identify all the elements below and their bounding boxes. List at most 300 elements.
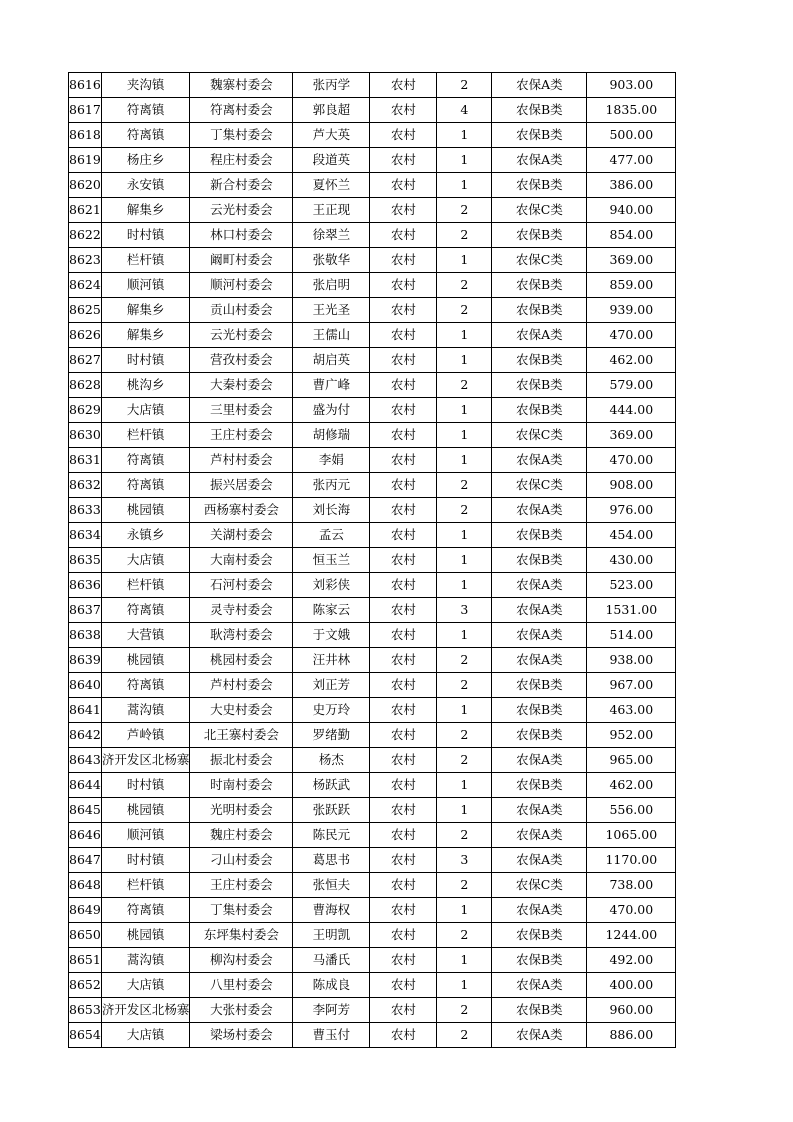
table-row — [69, 823, 676, 848]
cell-town: 大店镇 — [101, 1023, 190, 1048]
cell-village: 东坪集村委会 — [190, 923, 293, 948]
cell-count: 2 — [437, 373, 492, 398]
cell-village: 桃园村委会 — [190, 648, 293, 673]
cell-category: 农保B类 — [492, 698, 587, 723]
cell-name: 夏怀兰 — [293, 173, 370, 198]
cell-town: 桃园镇 — [101, 648, 190, 673]
cell-type: 农村 — [370, 298, 437, 323]
cell-name: 张启明 — [293, 273, 370, 298]
table-row — [69, 848, 676, 873]
cell-id: 8616 — [69, 73, 102, 98]
cell-amount: 1531.00 — [587, 598, 676, 623]
cell-town: 蒿沟镇 — [101, 698, 190, 723]
cell-name: 马潘氏 — [293, 948, 370, 973]
cell-count: 1 — [437, 448, 492, 473]
cell-amount: 859.00 — [587, 273, 676, 298]
cell-id: 8631 — [69, 448, 102, 473]
table-row — [69, 523, 676, 548]
cell-type: 农村 — [370, 1023, 437, 1048]
table-row — [69, 223, 676, 248]
cell-type: 农村 — [370, 223, 437, 248]
cell-count: 1 — [437, 148, 492, 173]
cell-category: 农保A类 — [492, 448, 587, 473]
cell-village: 魏庄村委会 — [190, 823, 293, 848]
cell-amount: 463.00 — [587, 698, 676, 723]
cell-name: 张敬华 — [293, 248, 370, 273]
cell-id: 8651 — [69, 948, 102, 973]
cell-id: 8642 — [69, 723, 102, 748]
cell-name: 杨杰 — [293, 748, 370, 773]
table-row — [69, 73, 676, 98]
cell-village: 魏寨村委会 — [190, 73, 293, 98]
cell-category: 农保A类 — [492, 573, 587, 598]
cell-count: 1 — [437, 773, 492, 798]
table-row — [69, 323, 676, 348]
cell-category: 农保A类 — [492, 148, 587, 173]
cell-type: 农村 — [370, 423, 437, 448]
cell-category: 农保C类 — [492, 873, 587, 898]
cell-id: 8618 — [69, 123, 102, 148]
cell-category: 农保B类 — [492, 948, 587, 973]
cell-town: 永安镇 — [101, 173, 190, 198]
cell-name: 王明凯 — [293, 923, 370, 948]
cell-amount: 477.00 — [587, 148, 676, 173]
cell-town: 时村镇 — [101, 773, 190, 798]
cell-id: 8637 — [69, 598, 102, 623]
cell-id: 8620 — [69, 173, 102, 198]
cell-category: 农保B类 — [492, 398, 587, 423]
cell-count: 2 — [437, 498, 492, 523]
cell-category: 农保B类 — [492, 123, 587, 148]
cell-name: 李阿芳 — [293, 998, 370, 1023]
cell-town: 桃沟乡 — [101, 373, 190, 398]
cell-type: 农村 — [370, 73, 437, 98]
cell-name: 杨跃武 — [293, 773, 370, 798]
cell-town: 桃园镇 — [101, 923, 190, 948]
cell-count: 2 — [437, 223, 492, 248]
cell-type: 农村 — [370, 798, 437, 823]
cell-count: 4 — [437, 98, 492, 123]
cell-name: 王儒山 — [293, 323, 370, 348]
cell-amount: 1065.00 — [587, 823, 676, 848]
cell-type: 农村 — [370, 148, 437, 173]
cell-count: 1 — [437, 798, 492, 823]
cell-count: 1 — [437, 548, 492, 573]
cell-amount: 462.00 — [587, 348, 676, 373]
cell-village: 丁集村委会 — [190, 123, 293, 148]
table-row — [69, 723, 676, 748]
table-row — [69, 623, 676, 648]
cell-category: 农保A类 — [492, 323, 587, 348]
cell-amount: 952.00 — [587, 723, 676, 748]
cell-id: 8628 — [69, 373, 102, 398]
cell-name: 王正现 — [293, 198, 370, 223]
cell-type: 农村 — [370, 348, 437, 373]
cell-name: 陈成良 — [293, 973, 370, 998]
table-row — [69, 648, 676, 673]
cell-name: 刘彩侠 — [293, 573, 370, 598]
cell-village: 柳沟村委会 — [190, 948, 293, 973]
cell-type: 农村 — [370, 823, 437, 848]
cell-type: 农村 — [370, 448, 437, 473]
cell-id: 8645 — [69, 798, 102, 823]
cell-village: 刁山村委会 — [190, 848, 293, 873]
table-row — [69, 148, 676, 173]
cell-name: 曹广峰 — [293, 373, 370, 398]
cell-village: 振北村委会 — [190, 748, 293, 773]
cell-count: 1 — [437, 698, 492, 723]
cell-id: 8653 — [69, 998, 102, 1023]
cell-type: 农村 — [370, 523, 437, 548]
cell-type: 农村 — [370, 748, 437, 773]
cell-amount: 738.00 — [587, 873, 676, 898]
cell-category: 农保B类 — [492, 723, 587, 748]
cell-name: 葛思书 — [293, 848, 370, 873]
cell-amount: 1244.00 — [587, 923, 676, 948]
cell-id: 8630 — [69, 423, 102, 448]
cell-type: 农村 — [370, 373, 437, 398]
cell-category: 农保B类 — [492, 548, 587, 573]
table-row — [69, 598, 676, 623]
cell-count: 3 — [437, 598, 492, 623]
cell-village: 梁场村委会 — [190, 1023, 293, 1048]
cell-village: 云光村委会 — [190, 323, 293, 348]
cell-amount: 908.00 — [587, 473, 676, 498]
cell-category: 农保B类 — [492, 223, 587, 248]
cell-category: 农保B类 — [492, 173, 587, 198]
cell-amount: 965.00 — [587, 748, 676, 773]
cell-village: 大秦村委会 — [190, 373, 293, 398]
cell-count: 2 — [437, 198, 492, 223]
data-table — [68, 72, 676, 1048]
cell-village: 王庄村委会 — [190, 873, 293, 898]
cell-count: 2 — [437, 648, 492, 673]
cell-village: 光明村委会 — [190, 798, 293, 823]
cell-id: 8654 — [69, 1023, 102, 1048]
cell-count: 2 — [437, 823, 492, 848]
cell-type: 农村 — [370, 123, 437, 148]
cell-id: 8626 — [69, 323, 102, 348]
cell-category: 农保A类 — [492, 748, 587, 773]
cell-name: 王光圣 — [293, 298, 370, 323]
cell-town: 大店镇 — [101, 398, 190, 423]
cell-id: 8635 — [69, 548, 102, 573]
table-row — [69, 473, 676, 498]
cell-name: 史万玲 — [293, 698, 370, 723]
cell-town: 符离镇 — [101, 898, 190, 923]
cell-id: 8640 — [69, 673, 102, 698]
cell-id: 8622 — [69, 223, 102, 248]
cell-amount: 903.00 — [587, 73, 676, 98]
cell-amount: 470.00 — [587, 323, 676, 348]
cell-id: 8646 — [69, 823, 102, 848]
cell-name: 盛为付 — [293, 398, 370, 423]
cell-count: 1 — [437, 323, 492, 348]
cell-town: 大店镇 — [101, 973, 190, 998]
cell-type: 农村 — [370, 573, 437, 598]
table-row — [69, 248, 676, 273]
cell-town: 符离镇 — [101, 448, 190, 473]
cell-type: 农村 — [370, 273, 437, 298]
cell-village: 三里村委会 — [190, 398, 293, 423]
cell-id: 8650 — [69, 923, 102, 948]
table-row — [69, 498, 676, 523]
cell-id: 8647 — [69, 848, 102, 873]
table-row — [69, 173, 676, 198]
cell-count: 1 — [437, 398, 492, 423]
cell-count: 1 — [437, 948, 492, 973]
cell-amount: 1170.00 — [587, 848, 676, 873]
table-row — [69, 123, 676, 148]
cell-amount: 386.00 — [587, 173, 676, 198]
cell-town: 大营镇 — [101, 623, 190, 648]
cell-category: 农保A类 — [492, 1023, 587, 1048]
cell-count: 1 — [437, 123, 492, 148]
cell-count: 2 — [437, 873, 492, 898]
cell-type: 农村 — [370, 323, 437, 348]
table-row — [69, 798, 676, 823]
cell-name: 陈民元 — [293, 823, 370, 848]
cell-category: 农保B类 — [492, 773, 587, 798]
cell-id: 8623 — [69, 248, 102, 273]
cell-category: 农保A类 — [492, 823, 587, 848]
cell-category: 农保A类 — [492, 598, 587, 623]
cell-amount: 938.00 — [587, 648, 676, 673]
table-row — [69, 973, 676, 998]
cell-amount: 369.00 — [587, 423, 676, 448]
table-body — [69, 73, 676, 1048]
table-row — [69, 873, 676, 898]
cell-village: 关湖村委会 — [190, 523, 293, 548]
cell-id: 8643 — [69, 748, 102, 773]
cell-town: 解集乡 — [101, 298, 190, 323]
cell-village: 顺河村委会 — [190, 273, 293, 298]
cell-name: 芦大英 — [293, 123, 370, 148]
cell-town: 符离镇 — [101, 673, 190, 698]
cell-town: 永镇乡 — [101, 523, 190, 548]
cell-count: 2 — [437, 298, 492, 323]
cell-category: 农保A类 — [492, 848, 587, 873]
cell-count: 1 — [437, 623, 492, 648]
cell-amount: 854.00 — [587, 223, 676, 248]
cell-town: 顺河镇 — [101, 823, 190, 848]
cell-village: 王庄村委会 — [190, 423, 293, 448]
cell-town: 夹沟镇 — [101, 73, 190, 98]
cell-town: 符离镇 — [101, 98, 190, 123]
cell-count: 2 — [437, 673, 492, 698]
cell-name: 于文娥 — [293, 623, 370, 648]
table-row — [69, 98, 676, 123]
table-row — [69, 573, 676, 598]
cell-id: 8627 — [69, 348, 102, 373]
cell-count: 2 — [437, 1023, 492, 1048]
table-row — [69, 548, 676, 573]
cell-amount: 400.00 — [587, 973, 676, 998]
table-row — [69, 898, 676, 923]
cell-type: 农村 — [370, 173, 437, 198]
cell-town: 解集乡 — [101, 323, 190, 348]
cell-type: 农村 — [370, 923, 437, 948]
cell-name: 张恒夫 — [293, 873, 370, 898]
cell-town: 桃园镇 — [101, 498, 190, 523]
cell-type: 农村 — [370, 473, 437, 498]
cell-village: 时南村委会 — [190, 773, 293, 798]
cell-village: 八里村委会 — [190, 973, 293, 998]
cell-town: 济开发区北杨寨 — [101, 748, 190, 773]
cell-type: 农村 — [370, 598, 437, 623]
cell-name: 恒玉兰 — [293, 548, 370, 573]
cell-town: 杨庄乡 — [101, 148, 190, 173]
table-row — [69, 298, 676, 323]
cell-town: 时村镇 — [101, 223, 190, 248]
cell-type: 农村 — [370, 648, 437, 673]
cell-amount: 492.00 — [587, 948, 676, 973]
cell-village: 振兴居委会 — [190, 473, 293, 498]
cell-town: 蒿沟镇 — [101, 948, 190, 973]
cell-village: 营孜村委会 — [190, 348, 293, 373]
cell-category: 农保B类 — [492, 98, 587, 123]
cell-amount: 579.00 — [587, 373, 676, 398]
cell-id: 8625 — [69, 298, 102, 323]
cell-id: 8632 — [69, 473, 102, 498]
cell-id: 8624 — [69, 273, 102, 298]
cell-amount: 430.00 — [587, 548, 676, 573]
cell-amount: 939.00 — [587, 298, 676, 323]
cell-village: 北王寨村委会 — [190, 723, 293, 748]
cell-count: 1 — [437, 573, 492, 598]
cell-name: 刘长海 — [293, 498, 370, 523]
cell-category: 农保A类 — [492, 498, 587, 523]
cell-category: 农保A类 — [492, 798, 587, 823]
cell-amount: 369.00 — [587, 248, 676, 273]
cell-village: 林口村委会 — [190, 223, 293, 248]
cell-village: 程庄村委会 — [190, 148, 293, 173]
cell-amount: 1835.00 — [587, 98, 676, 123]
cell-id: 8639 — [69, 648, 102, 673]
cell-type: 农村 — [370, 948, 437, 973]
cell-village: 阚町村委会 — [190, 248, 293, 273]
cell-type: 农村 — [370, 548, 437, 573]
cell-type: 农村 — [370, 898, 437, 923]
cell-town: 济开发区北杨寨 — [101, 998, 190, 1023]
table-row — [69, 923, 676, 948]
cell-category: 农保B类 — [492, 998, 587, 1023]
cell-town: 桃园镇 — [101, 798, 190, 823]
cell-town: 符离镇 — [101, 473, 190, 498]
cell-name: 郭良超 — [293, 98, 370, 123]
cell-name: 李娟 — [293, 448, 370, 473]
cell-name: 段道英 — [293, 148, 370, 173]
table-row — [69, 198, 676, 223]
cell-amount: 886.00 — [587, 1023, 676, 1048]
cell-name: 汪井林 — [293, 648, 370, 673]
cell-category: 农保B类 — [492, 298, 587, 323]
table-row — [69, 673, 676, 698]
cell-town: 时村镇 — [101, 348, 190, 373]
cell-category: 农保A类 — [492, 648, 587, 673]
cell-village: 大张村委会 — [190, 998, 293, 1023]
table-row — [69, 398, 676, 423]
cell-town: 栏杆镇 — [101, 573, 190, 598]
cell-id: 8649 — [69, 898, 102, 923]
cell-name: 张丙元 — [293, 473, 370, 498]
cell-amount: 976.00 — [587, 498, 676, 523]
cell-type: 农村 — [370, 248, 437, 273]
cell-name: 刘正芳 — [293, 673, 370, 698]
cell-amount: 940.00 — [587, 198, 676, 223]
cell-count: 3 — [437, 848, 492, 873]
table-row — [69, 748, 676, 773]
cell-name: 胡启英 — [293, 348, 370, 373]
cell-category: 农保C类 — [492, 473, 587, 498]
cell-type: 农村 — [370, 673, 437, 698]
table-row — [69, 1023, 676, 1048]
cell-town: 大店镇 — [101, 548, 190, 573]
cell-amount: 556.00 — [587, 798, 676, 823]
cell-category: 农保C类 — [492, 423, 587, 448]
cell-village: 云光村委会 — [190, 198, 293, 223]
cell-id: 8617 — [69, 98, 102, 123]
cell-category: 农保A类 — [492, 73, 587, 98]
cell-village: 贡山村委会 — [190, 298, 293, 323]
cell-count: 1 — [437, 898, 492, 923]
cell-category: 农保B类 — [492, 373, 587, 398]
cell-type: 农村 — [370, 848, 437, 873]
cell-town: 栏杆镇 — [101, 423, 190, 448]
cell-id: 8652 — [69, 973, 102, 998]
cell-amount: 462.00 — [587, 773, 676, 798]
cell-id: 8629 — [69, 398, 102, 423]
cell-id: 8648 — [69, 873, 102, 898]
cell-count: 1 — [437, 973, 492, 998]
cell-village: 大南村委会 — [190, 548, 293, 573]
cell-count: 1 — [437, 348, 492, 373]
cell-amount: 470.00 — [587, 898, 676, 923]
cell-id: 8636 — [69, 573, 102, 598]
cell-town: 芦岭镇 — [101, 723, 190, 748]
cell-name: 胡修瑞 — [293, 423, 370, 448]
cell-id: 8633 — [69, 498, 102, 523]
table-row — [69, 998, 676, 1023]
cell-type: 农村 — [370, 723, 437, 748]
cell-amount: 444.00 — [587, 398, 676, 423]
cell-village: 芦村村委会 — [190, 448, 293, 473]
table-row — [69, 448, 676, 473]
cell-category: 农保C类 — [492, 198, 587, 223]
cell-name: 曹玉付 — [293, 1023, 370, 1048]
cell-town: 符离镇 — [101, 123, 190, 148]
cell-name: 张丙学 — [293, 73, 370, 98]
cell-amount: 523.00 — [587, 573, 676, 598]
cell-village: 芦村村委会 — [190, 673, 293, 698]
cell-name: 陈家云 — [293, 598, 370, 623]
table-row — [69, 948, 676, 973]
cell-category: 农保C类 — [492, 248, 587, 273]
cell-amount: 454.00 — [587, 523, 676, 548]
cell-type: 农村 — [370, 698, 437, 723]
cell-town: 顺河镇 — [101, 273, 190, 298]
cell-name: 张跃跃 — [293, 798, 370, 823]
cell-category: 农保B类 — [492, 923, 587, 948]
cell-category: 农保B类 — [492, 673, 587, 698]
cell-count: 2 — [437, 273, 492, 298]
cell-category: 农保A类 — [492, 623, 587, 648]
table-row — [69, 698, 676, 723]
cell-type: 农村 — [370, 773, 437, 798]
cell-count: 1 — [437, 173, 492, 198]
cell-amount: 967.00 — [587, 673, 676, 698]
cell-count: 2 — [437, 473, 492, 498]
